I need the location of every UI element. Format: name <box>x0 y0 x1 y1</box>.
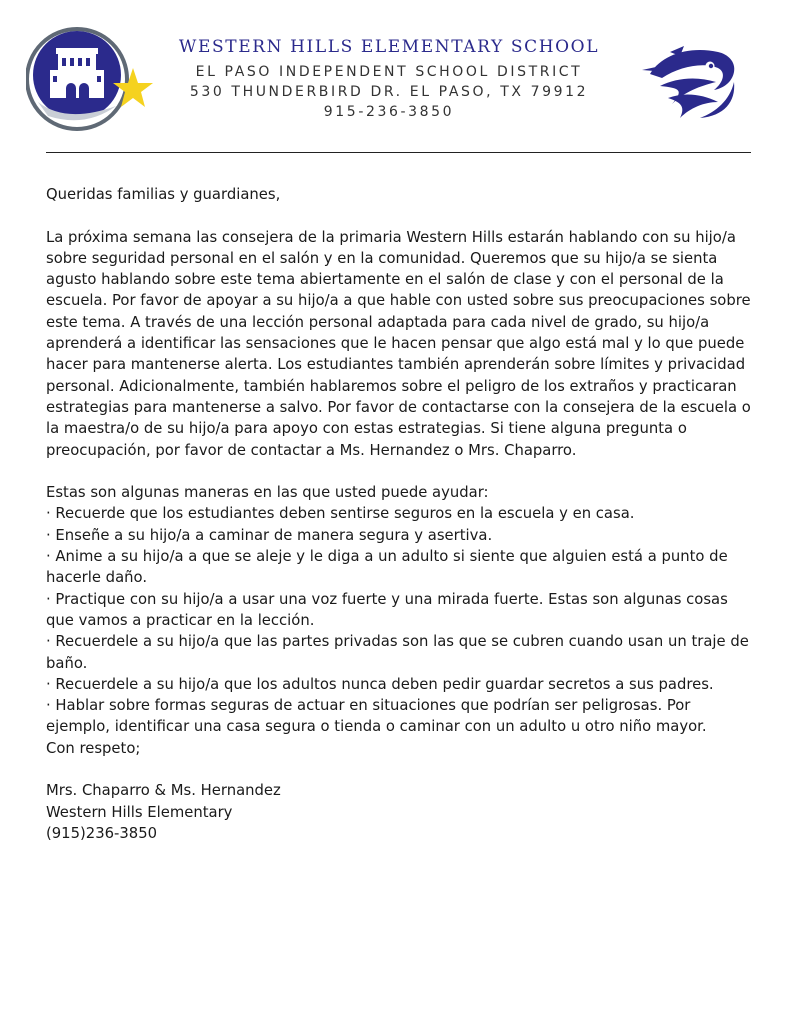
school-name: WESTERN HILLS ELEMENTARY SCHOOL <box>178 37 600 57</box>
letterhead <box>0 0 791 155</box>
salutation: Queridas familias y guardianes, <box>46 186 281 203</box>
list-item: · Anime a su hijo/a a que se aleje y le diga a un adulto si siente que alguien está a punto de hacerle daño. <box>46 548 728 587</box>
school-address: 530 THUNDERBIRD DR. EL PASO, TX 79912 <box>189 84 589 100</box>
list-item: · Practique con su hijo/a a usar una voz fuerte y una mirada fuerte. Estas son algunas cosas que vamos a practicar en la lección. <box>46 590 728 629</box>
district-name: EL PASO INDEPENDENT SCHOOL DISTRICT <box>195 64 583 80</box>
list-item: · Recuerdele a su hijo/a que las partes privadas son las que se cubren cuando usan un traje de baño. <box>46 633 749 672</box>
list-item: · Hablar sobre formas seguras de actuar en situaciones que podrían ser peligrosas. Por ejemplo, identificar una casa segura o tienda o caminar con un adulto u otro niño mayor. <box>46 697 707 736</box>
signature-phone: (915)236-3850 <box>46 824 158 842</box>
list-item: · Recuerdele a su hijo/a que los adultos nunca deben pedir guardar secretos a sus padres. <box>46 675 714 693</box>
signature-school: Western Hills Elementary <box>46 803 233 821</box>
letter-body <box>46 184 758 844</box>
signature-names: Mrs. Chaparro & Ms. Hernandez <box>46 782 281 800</box>
header-divider <box>46 152 751 153</box>
school-phone: 915-236-3850 <box>323 104 455 120</box>
ways-intro: Estas son algunas maneras en las que usted puede ayudar: <box>46 484 489 502</box>
roadrunner-mascot-logo <box>640 42 738 122</box>
list-item: · Recuerde que los estudiantes deben sentirse seguros en la escuela y en casa. <box>46 505 635 523</box>
school-building-star-logo <box>26 24 154 134</box>
letter-paragraph: La próxima semana las consejera de la primaria Western Hills estarán hablando con su hijo/a sobre seguridad personal en el salón y en la comunidad. Queremos que su hijo/a se sienta agusto hablando sobre este tema abiertamente en el salón de clase y con el personal de la escuela. Por favor de apoyar a su hijo/a a que hable con usted sobre sus preocupaciones sobre este tema. A través de una lección personal adaptada para cada nivel de grado, su hijo/a aprenderá a identificar las sensaciones que le hacen pensar que algo está mal y lo que puede hacer para mantenerse alerta. Los estudiantes también aprenderán sobre límites y privacidad personal. Adicionalmente, también hablaremos sobre el peligro de los extraños y practicaran estrategias para mantenerse a salvo. Por favor de contactarse con la consejera de la escuela o la maestra/o de su hijo/a para apoyo con estas estrategias. Si tiene alguna pregunta o preocupación, por favor de contactar a Ms. Hernandez o Mrs. Chaparro. <box>46 228 751 459</box>
list-item: · Enseñe a su hijo/a a caminar de manera segura y asertiva. <box>46 526 493 544</box>
closing: Con respeto; <box>46 739 141 757</box>
